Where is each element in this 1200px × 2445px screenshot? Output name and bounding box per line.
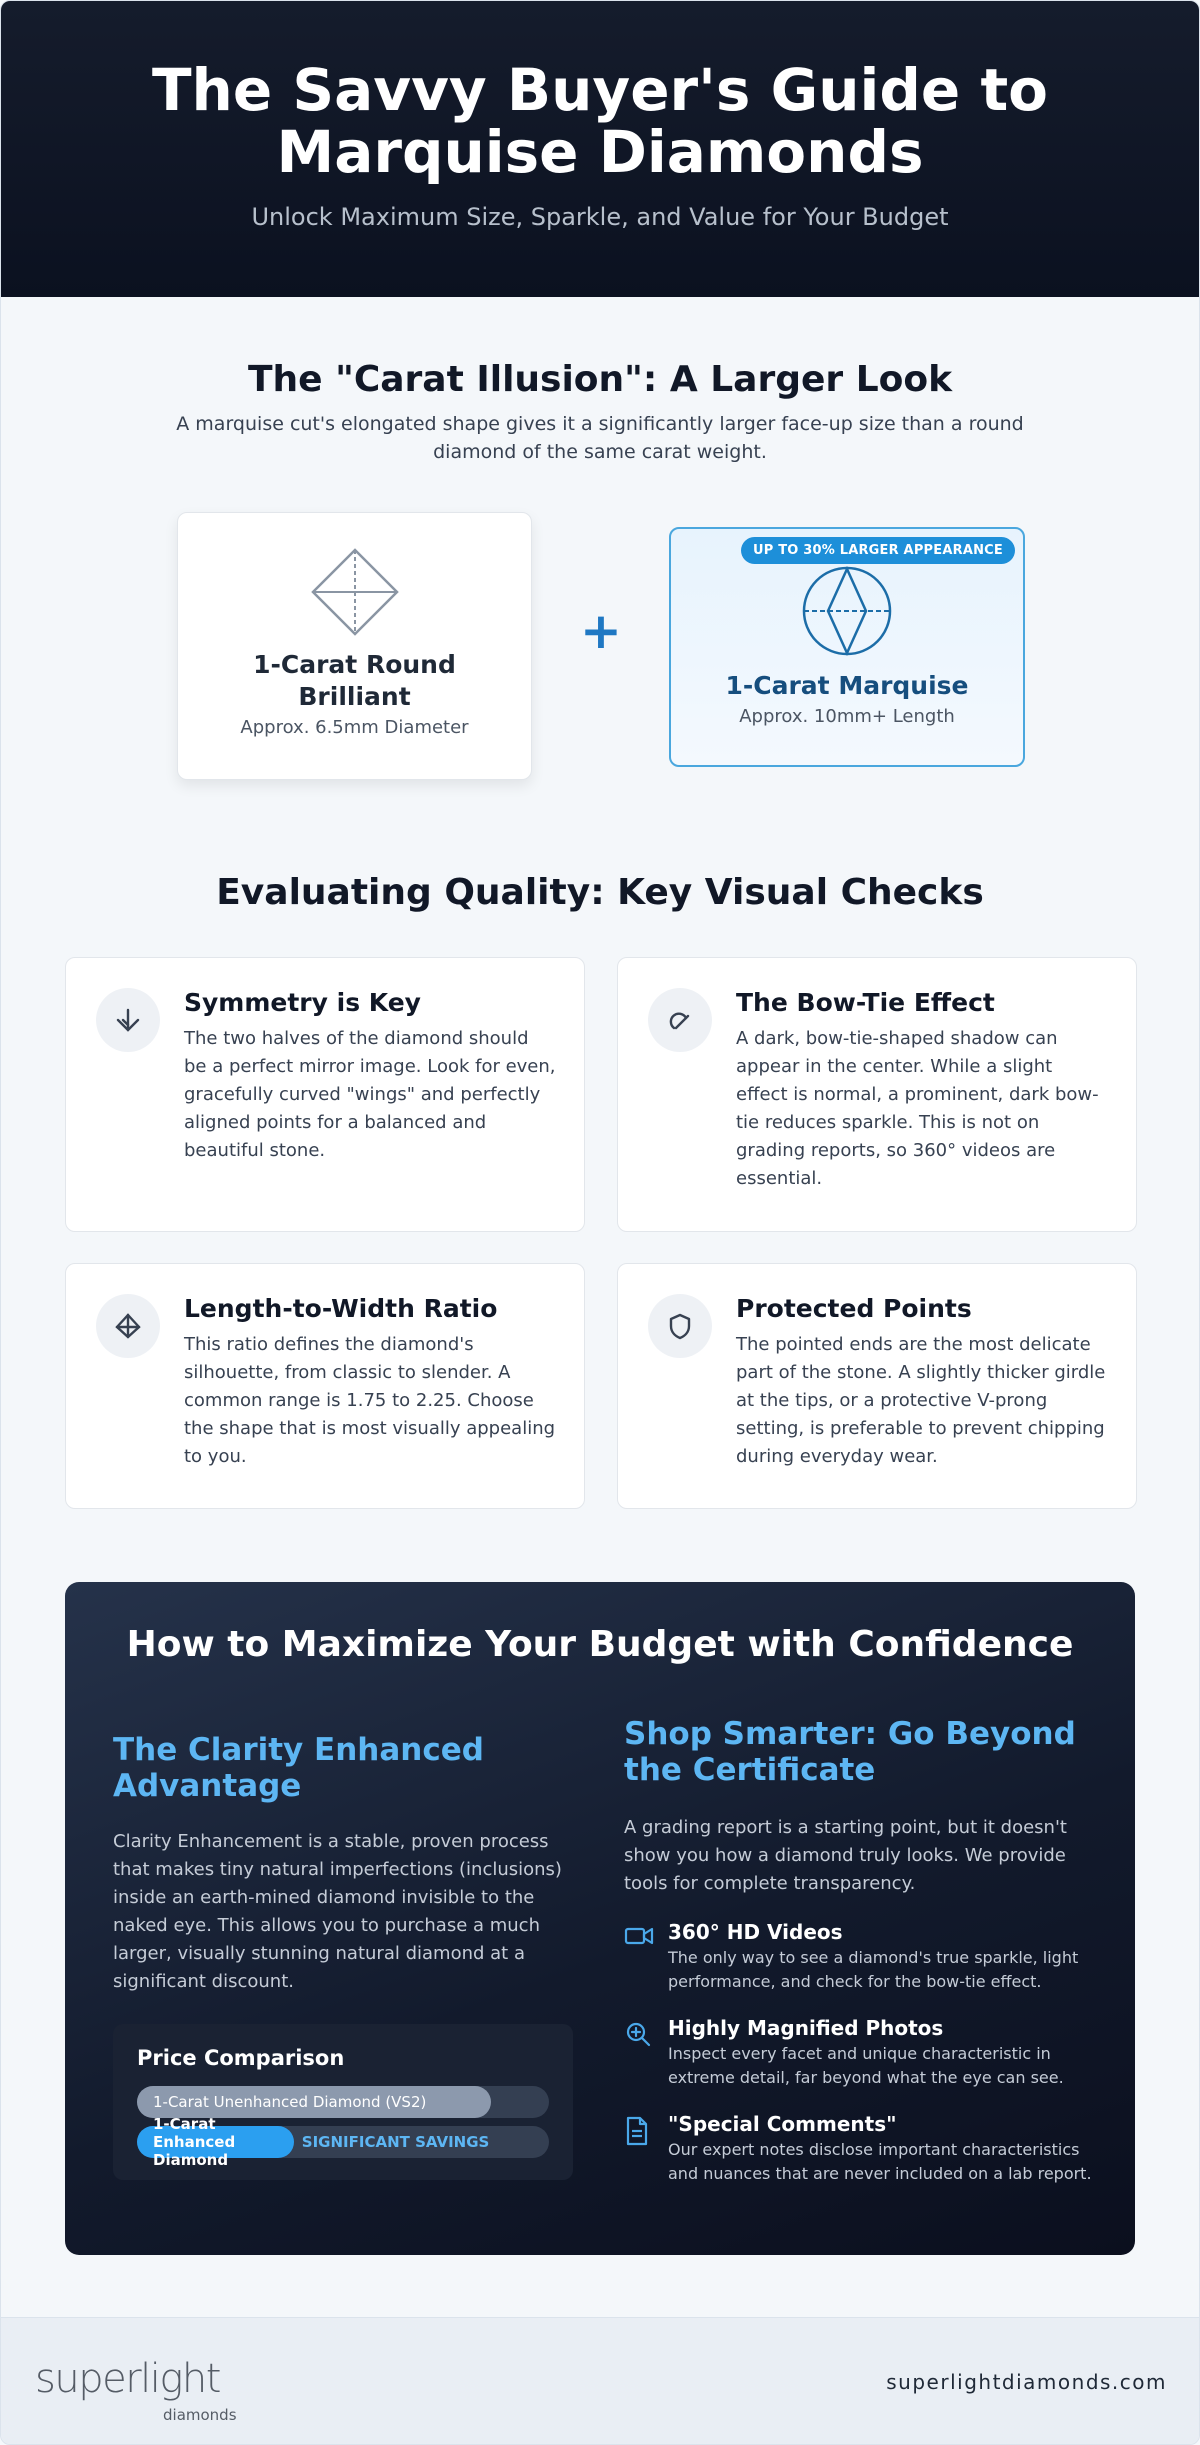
- price-bar-fill: [137, 2115, 294, 2169]
- marquise-diamond-icon: [800, 564, 894, 662]
- shield-icon: [648, 1294, 712, 1358]
- feature-text: Our expert notes disclose important characteristics and nuances that are never included on a lab report.: [668, 2140, 1092, 2183]
- round-diamond-card: [177, 512, 532, 780]
- logo-wordmark: superlight: [35, 2356, 220, 2402]
- price-comparison-box: [113, 2024, 573, 2180]
- ratio-icon: [96, 1294, 160, 1358]
- price-comparison-title: Price Comparison: [137, 2046, 345, 2070]
- document-icon: [624, 2116, 650, 2150]
- illusion-subtitle: A marquise cut's elongated shape gives it a significantly larger face-up size than a round diamond of the same carat weight.: [176, 413, 1024, 463]
- quality-card-title: The Bow-Tie Effect: [736, 988, 995, 1017]
- quality-card-protected-points: [617, 1263, 1137, 1509]
- quality-card-text: The pointed ends are the most delicate part of the stone. A slightly thicker girdle at the tips, or a protective V-prong setting, is preferable to prevent chipping during everyday wear.: [736, 1334, 1106, 1467]
- feature-title: 360° HD Videos: [668, 1920, 843, 1944]
- shop-text: A grading report is a starting point, but it doesn't show you how a diamond truly looks. We provide tools for complete transparency.: [624, 1817, 1067, 1894]
- price-bar-label: 1-Carat Unenhanced Diamond (VS2): [153, 2093, 427, 2111]
- quality-card-text: A dark, bow-tie-shaped shadow can appear in the center. While a slight effect is normal, a prominent, dark bow-tie reduces sparkle. This is not on grading reports, so 360° videos are essential.: [736, 1028, 1099, 1189]
- feature-title: "Special Comments": [668, 2112, 897, 2136]
- quality-title: Evaluating Quality: Key Visual Checks: [216, 872, 984, 913]
- plus-sign: +: [580, 602, 622, 660]
- price-bar-label: 1-Carat Enhanced Diamond: [153, 2115, 236, 2169]
- budget-title: How to Maximize Your Budget with Confidence: [126, 1624, 1074, 1665]
- shop-heading: Shop Smarter: Go Beyond the Certificate: [624, 1716, 1076, 1788]
- zoom-icon: [624, 2020, 652, 2052]
- larger-appearance-badge: UP TO 30% LARGER APPEARANCE: [741, 537, 1015, 564]
- round-diamond-name: 1-Carat Round Brilliant: [253, 650, 456, 711]
- feature-photos: [624, 2016, 1094, 2090]
- footer: [1, 2317, 1200, 2445]
- quality-card-title: Protected Points: [736, 1294, 972, 1323]
- illusion-title: The "Carat Illusion": A Larger Look: [247, 359, 953, 400]
- quality-section: [1, 872, 1199, 1557]
- price-bar-unenhanced: [137, 2086, 549, 2118]
- marquise-diamond-name: 1-Carat Marquise: [725, 671, 969, 700]
- clarity-column: [113, 1732, 568, 2180]
- size-comparison: [1, 512, 1199, 812]
- feature-title: Highly Magnified Photos: [668, 2016, 944, 2040]
- brand-logo[interactable]: [35, 2356, 237, 2424]
- price-bar-fill: [137, 2086, 491, 2118]
- quality-card-bow-tie: [617, 957, 1137, 1232]
- budget-panel: [65, 1582, 1135, 2255]
- hero-header: [1, 1, 1199, 297]
- quality-card-title: Length-to-Width Ratio: [184, 1294, 498, 1323]
- quality-card-ratio: [65, 1263, 585, 1509]
- price-bar-enhanced: [137, 2115, 549, 2169]
- quality-card-text: The two halves of the diamond should be a perfect mirror image. Look for even, gracefully curved "wings" and perfectly aligned points for a balanced and beautiful stone.: [184, 1028, 556, 1161]
- bow-tie-icon: [648, 988, 712, 1052]
- carat-illusion-section: [1, 297, 1199, 812]
- feature-videos: [624, 1920, 1094, 1994]
- website-link[interactable]: superlightdiamonds.com: [886, 2370, 1167, 2394]
- marquise-diamond-card: [669, 527, 1025, 767]
- feature-text: Inspect every facet and unique characteristic in extreme detail, far beyond what the eye can see.: [668, 2044, 1064, 2087]
- quality-card-text: This ratio defines the diamond's silhouette, from classic to slender. A common range is 1.75 to 2.25. Choose the shape that is most visually appealing to you.: [184, 1334, 556, 1467]
- page-subtitle: Unlock Maximum Size, Sparkle, and Value for Your Budget: [251, 203, 949, 231]
- feature-comments: [624, 2112, 1094, 2186]
- logo-subtext: diamonds: [163, 2406, 237, 2424]
- quality-card-title: Symmetry is Key: [184, 988, 421, 1017]
- symmetry-icon: [96, 988, 160, 1052]
- quality-grid: [1, 957, 1199, 1557]
- clarity-text: Clarity Enhancement is a stable, proven process that makes tiny natural imperfections (inclusions) inside an earth-mined diamond invisible to the naked eye. This allows you to purchase a much larger, visually stunning natural diamond at a significant discount.: [113, 1831, 562, 1992]
- clarity-heading: The Clarity Enhanced Advantage: [113, 1732, 484, 1804]
- shop-smarter-column: [624, 1716, 1094, 2186]
- feature-text: The only way to see a diamond's true sparkle, light performance, and check for the bow-tie effect.: [668, 1948, 1079, 1991]
- quality-card-symmetry: [65, 957, 585, 1232]
- round-diamond-icon: [310, 622, 400, 641]
- video-icon: [624, 1924, 654, 1952]
- round-diamond-meta: Approx. 6.5mm Diameter: [240, 717, 469, 738]
- page-title: The Savvy Buyer's Guide to Marquise Diamonds: [151, 56, 1049, 186]
- marquise-diamond-meta: Approx. 10mm+ Length: [739, 706, 955, 727]
- savings-note: SIGNIFICANT SAVINGS: [301, 2133, 490, 2151]
